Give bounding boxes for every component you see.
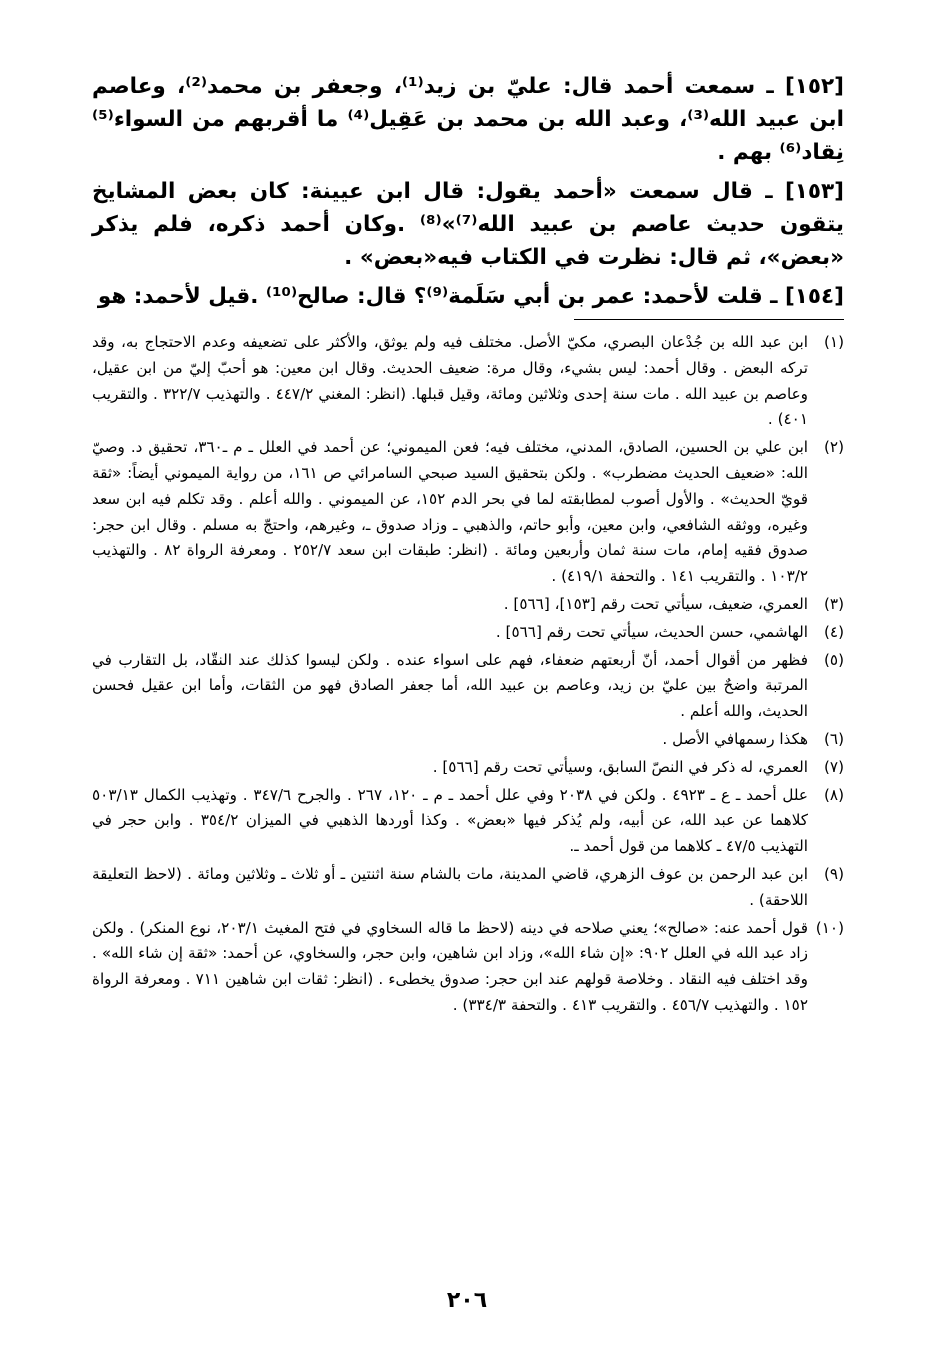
footnote-8 [92,783,844,860]
footnote-9 [92,862,844,914]
footnote-6 [92,727,844,753]
footnote-divider [574,319,844,320]
footnote-1 [92,330,844,433]
footnote-7 [92,755,844,781]
paragraph-154: [١٥٤] ـ قلت لأحمد: عمر بن أبي سَلَمة⁽⁹⁾؟ قال: صالح⁽¹⁰⁾ .قيل لأحمد: هو [97,284,844,309]
footnote-number: (٧) [823,757,844,776]
footnote-10 [92,916,844,1019]
footnote-number: (٥) [823,650,844,669]
footnote-text: فظهر من أقوال أحمد، أنّ أربعتهم ضعفاء، فهم على اسواء عنده . ولكن ليسوا كذلك عند النقّاد، بل التقارب في المرتبة واضحٌ بين عليّ بن زيد، وعاصم بن عبيد الله، أما جعفر الصادق فهو من الثقات، وأما ابن عقيل فحسن الحديث، والله أعلم . [92,650,808,721]
paragraph-153: [١٥٣] ـ قال سمعت «أحمد يقول: قال ابن عيينة: كان بعض المشايخ يتقون حديث عاصم بن عبيد الله⁽⁷⁾»⁽⁸⁾ .وكان أحمد ذكره، فلم يذكر «بعض»، ثم قال: نظرت في الكتاب فيه«بعض» . [92,179,844,270]
footnote-number: (١٠) [815,918,844,937]
footnote-text: العمري، ضعيف، سيأتي تحت رقم [١٥٣]، [٥٦٦] . [503,594,808,613]
footnote-number: (٣) [823,594,844,613]
footnotes [92,330,844,1019]
paragraph-152: [١٥٢] ـ سمعت أحمد قال: عليّ بن زيد⁽¹⁾، وجعفر بن محمد⁽²⁾، وعاصم ابن عبيد الله⁽³⁾، وعبد الله بن محمد بن عَقِيل⁽⁴⁾ ما أقربهم من السواء⁽⁵⁾ نِقاد⁽⁶⁾ بهم . [92,74,844,165]
footnote-5 [92,648,844,725]
footnote-number: (٨) [823,785,844,804]
footnote-text: العمري، له ذكر في النصّ السابق، وسيأتي تحت رقم [٥٦٦] . [432,757,808,776]
page-number: ٢٠٦ [446,1288,488,1313]
page-body [92,70,844,1021]
footnote-number: (٤) [823,622,844,641]
footnote-number: (٢) [823,438,844,457]
footnote-number: (١) [823,333,844,351]
footnote-number: (٦) [823,729,844,748]
footnote-text: قول أحمد عنه: «صالح»؛ يعني صلاحه في دينه (لاحظ ما قاله السخاوي في فتح المغيث ٢٠٣/١، نوع المنكر) . ولكن زاد عبد الله في العلل ٩٠٢: «إن شاء الله»، وزاد ابن شاهين، وابن حجر، والسخاوي، عن أحمد: «ثقة إن شاء الله» . وقد اختلف فيه النقاد . وخلاصة قولهم عند ابن حجر: صدوق يخطىء . (انظر: ثقات ابن شاهين ٧١١ . ومعرفة الرواة ١٥٢ . والتهذيب ٤٥٦/٧ . والتقريب ٤١٣ . والتحفة ٣٣٤/٣) . [92,918,808,1014]
footnote-3 [92,592,844,618]
footnote-2 [92,435,844,590]
footnote-number: (٩) [823,864,844,883]
footnote-4 [92,620,844,646]
footnote-text: الهاشمي، حسن الحديث، سيأتي تحت رقم [٥٦٦] . [495,622,808,641]
footnote-text: هكذا رسمهافي الأصل . [662,729,808,748]
footnote-text: ابن علي بن الحسين، الصادق، المدني، مختلف فيه؛ فعن الميموني؛ عن أحمد في العلل ـ م ـ٣٦٠، تحقيق د. وصيّ الله: «ضعيف الحديث مضطرب» . ولكن بتحقيق السيد صبحي السامرائي ص ١٦١، من رواية الميموني أيضاً: «ثقة قويّ الحديث» . والأول أصوب لمطابقته لما في بحر الدم ١٥٢، عن الميموني . والله أعلم . وقد تكلم فيه ابن سعد وغيره، ووثقه الشافعي، وابن معين، وأبو حاتم، والذهبي ـ وزاد صدوق ـ، وغيرهم، واحتجّ به مسلم . وقال ابن حجر: صدوق فقيه إمام، مات سنة ثمان وأربعين ومائة . (انظر: طبقات ابن سعد ٢٥٢/٧ . ومعرفة الرواة ٨٢ . والتهذيب ١٠٣/٢ . والتقريب ١٤١ . والتحفة ٤١٩/١) . [92,438,809,586]
footnote-text: ابن عبد الله بن جُدْعان البصري، مكيّ الأصل. مختلف فيه ولم يوثق، والأكثر على تضعيفه وعدم الاحتجاج به، وقد تركه البعض . وقال أحمد: ليس بشيء، وقال مرة: ضعيف الحديث. وقال ابن معين: هو أحبّ إليّ من ابن عقيل، وعاصم بن عبيد الله . مات سنة إحدى وثلاثين ومائة، وقيل قبلها. (انظر: المغني ٤٤٧/٢ . والتهذيب ٣٢٢/٧ . والتقريب ٤٠١) . [92,333,808,429]
main-text [92,70,844,313]
footnote-text: علل أحمد ـ ع ـ ٤٩٢٣ . ولكن في ٢٠٣٨ وفي علل أحمد ـ م ـ ١٢٠، ٢٦٧ . والجرح ٣٤٧/٦ . وتهذيب الكمال ٥٠٣/١٣ كلاهما عن عبد الله، عن أبيه، ولم يُذكر فيها «بعض» . وكذا أوردها الذهبي في الميزان ٣٥٤/٢ . وابن حجر في التهذيب ٤٧/٥ ـ كلاهما من قول أحمد ـ. [92,785,808,856]
footnote-text: ابن عبد الرحمن بن عوف الزهري، قاضي المدينة، مات بالشام سنة اثنتين ـ أو ثلاث ـ وثلاثين ومائة . (لاحظ التعليقة اللاحقة) . [92,864,808,909]
